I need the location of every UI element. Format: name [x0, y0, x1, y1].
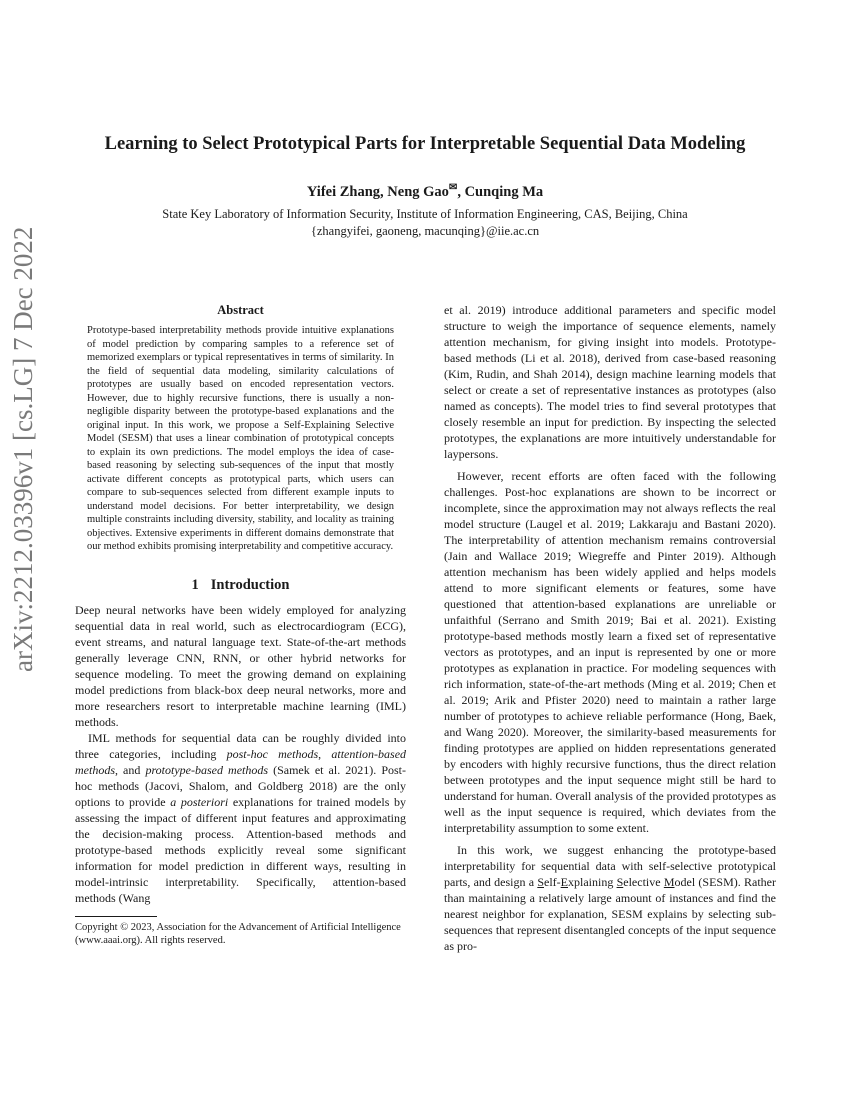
underlined-letter: E — [560, 875, 568, 889]
footnote-divider — [75, 916, 157, 917]
intro-paragraph-2 — [75, 730, 406, 906]
text-run: (Samek et al. 2021). Post-hoc methods (Jacovi, Shalom, and Goldberg 2018) are the only options to provide — [75, 762, 406, 809]
body-paragraph: However, recent efforts are often faced with the following challenges. Post-hoc explanations are shown to be incorrect or incomplete, since the approximation may not always reflects the real model structure (Laugel et al. 2019; Lakkaraju and Bastani 2020). The interpretability of attention mechanism remains controversial (Jain and Wallace 2019; Wiegreffe and Pinter 2019). Although attention mechanism has been widely applied and helps models attend to more significant elements or features, some have questioned that attention-based explanations are unreliable or unfaithful (Serrano and Smith 2019; Bai et al. 2021). Existing prototype-based methods mostly learn a fixed set of representative vectors as prototypes, and an input is represented by one or more prototypes as explanation in practice. For modeling sequences with rich information, state-of-the-art methods (Ming et al. 2019; Chen et al. 2019; Arik and Pfister 2020) need to maintain a rather large number of prototypes to achieve reliable performance (Hong, Baek, and Wang 2020). Moreover, the similarity-based measurements for finding prototypes are applied on hidden representations generated by encoders with highly recursive functions, thus the direct relation between prototypes and the input sequence might still be hard to understand for human. Overall analysis of the provided prototypes as well as the input sequence is required, which deviates from the interpretability assumption to some extent. — [444, 469, 776, 835]
intro-paragraph-1: Deep neural networks have been widely employed for analyzing sequential data in real world, such as electrocardiogram (ECG), event streams, and natural language text. State-of-the-art methods generally leverage CNN, RNN, or other hybrid networks for sequence modeling. To meet the growing demand on explaining model predictions from black-box deep neural networks, more and more researchers resort to interpretable machine learning (IML) methods. — [75, 602, 406, 729]
affiliation-line: State Key Laboratory of Information Security, Institute of Information Engineering, CAS, Beijing, China — [162, 207, 688, 221]
envelope-icon: ✉ — [448, 182, 458, 193]
underlined-letter: M — [663, 875, 675, 889]
author-names-first: Yifei Zhang, Neng Gao — [306, 183, 449, 200]
text-run: , and — [115, 762, 146, 777]
right-column — [444, 302, 776, 960]
body-paragraph — [444, 842, 776, 954]
left-column — [75, 302, 406, 948]
underlined-letter: S — [616, 875, 624, 889]
text-run: explanations for trained models by assessing the impact of different input features and approximating the decision-making process. Attention-based methods and prototype-based methods explicitly reveal some significant information for model prediction in different ways, resulting in model-intrinsic interpretability. Specifically, attention-based methods (Wang — [75, 794, 407, 905]
copyright-footnote: Copyright © 2023, Association for the Advancement of Artificial Intelligence (www.aaai.org). All rights reserved. — [75, 921, 401, 946]
text-run: IML methods for sequential data can be roughly divided into three categories, including — [75, 730, 406, 761]
text-run: elective — [623, 875, 664, 889]
text-run: elf- — [544, 875, 561, 889]
italic-term: a posteriori — [170, 794, 229, 809]
underlined-letter: S — [537, 875, 544, 889]
italic-term: attention-based methods — [75, 746, 407, 777]
italic-term: post-hoc methods — [226, 746, 319, 761]
arxiv-identifier-stamp: arXiv:2212.03396v1 [cs.LG] 7 Dec 2022 — [8, 226, 38, 672]
body-paragraph: et al. 2019) introduce additional parameters and specific model structure to weigh the importance of sequence elements, namely attention mechanism, for giving insight into models. Prototype-based methods (Li et al. 2018), derived from case-based reasoning (Kim, Rudin, and Shah 2014), design machine learning models that select or create a set of representative instances as prototypes (also named as concepts). The model tries to find several prototypes that closely resemble an input for prediction. By inspecting the selected prototypes, the explanations are more intuitively understandable for laypersons. — [444, 303, 776, 461]
abstract-text: Prototype-based interpretability methods provide intuitive explanations of model prediction by comparing samples to a reference set of memorized exemplars or typical representatives in terms of similarity. In the field of sequential data modeling, similarity calculations of prototypes are usually based on encoded representation vectors. However, due to highly recursive functions, there is usually a non-negligible disparity between the prototype-based explanations and the original input. In this work, we propose a Self-Explaining Selective Model (SESM) that uses a linear combination of prototypical concepts to explain its own predictions. The model employs the idea of case-based reasoning by selecting sub-sequences of the input that mostly activate different concepts as prototypical parts, which users can compare to sub-sequences selected from different example inputs to understand model decisions. For better interpretability, we design multiple constraints including diversity, stability, and locality as training objectives. Extensive experiments in different domains demonstrate that our method exhibits promising interpretability and competitive accuracy. — [87, 325, 394, 552]
italic-term: prototype-based methods — [145, 762, 269, 777]
text-run: In this work, we suggest enhancing the prototype-based interpretability for sequential data with self-selective prototypical parts, and design a — [444, 843, 776, 889]
author-emails: {zhangyifei, gaoneng, macunqing}@iie.ac.cn — [310, 224, 540, 238]
author-list — [60, 178, 790, 202]
abstract-heading: Abstract — [217, 303, 264, 317]
author-names-last: , Cunqing Ma — [457, 183, 544, 200]
section-number: 1 — [191, 576, 199, 593]
text-run: , — [318, 746, 332, 761]
section-title-text: Introduction — [210, 576, 290, 593]
paper-title: Learning to Select Prototypical Parts for Interpretable Sequential Data Modeling — [104, 134, 746, 154]
text-run: odel (SESM). Rather than maintaining a relatively large amount of instances and find the nearest neighbor for explanation, SESM explains by selecting sub-sequences that represent disentangled concepts of the input sequence as pro- — [444, 875, 776, 953]
affiliation-block — [60, 206, 790, 240]
text-run: xplaining — [568, 875, 617, 889]
section-heading-introduction — [75, 576, 406, 594]
